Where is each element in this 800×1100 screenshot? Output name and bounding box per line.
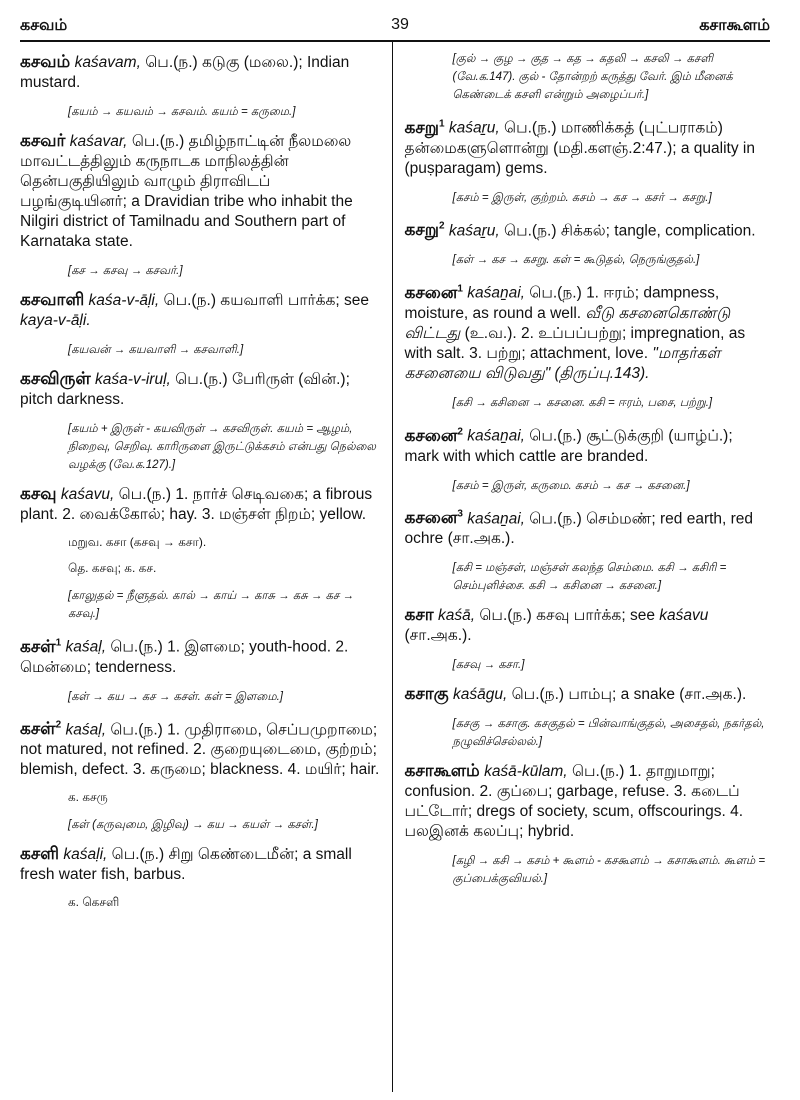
definition: பெ.(ந.) 1. நார்ச் செடிவகை; a fibrous plant. 2. வைக்கோல்; hay. 3. மஞ்சள் நிறம்; yellow.	[20, 486, 373, 523]
definition: பெ.(ந.) பாம்பு; a snake (சா.அக.).	[511, 686, 747, 704]
transliteration: kaśaṟu,	[448, 222, 500, 240]
transliteration: kaśaḷ,	[65, 721, 107, 739]
definition-continued: (உ.வ.). 2. உப்பப்பற்று; impregnation, as with salt. 3. பற்று; attachment, love.	[404, 324, 746, 362]
entry	[405, 217, 771, 270]
definition-continued: (சா.அக.).	[404, 627, 472, 645]
etymology: [கசகு → கசாகு. கசகுதல் = பின்வாங்குதல், அசைதல், நகர்தல், நழுவிச்செல்லல்.]	[452, 718, 765, 749]
entry	[20, 633, 380, 706]
transliteration: kaśavar,	[69, 133, 128, 150]
entry	[20, 716, 380, 835]
page-header	[20, 14, 770, 36]
transliteration: kaśaḷ,	[65, 638, 107, 656]
transliteration: kaśā,	[437, 607, 476, 625]
etymology: [கழி → கசி → கசம் + கூளம் - கசகூளம் → கசாகூளம். கூளம் = குப்பைக்குவியல்.]	[452, 855, 766, 886]
etymology: [கயம் → கயவம் → கசவம். கயம் = கருமை.]	[68, 106, 296, 118]
headword: கசவம்	[20, 52, 71, 71]
entry	[20, 290, 380, 359]
entry	[405, 279, 771, 412]
definition: பெ.(ந.) பேரிருள் (வின்.); pitch darkness.	[20, 371, 350, 408]
headword: கசவிருள்	[20, 369, 91, 388]
usage-example: வீடு கசனைகொண்டு விட்டது	[404, 304, 731, 342]
cognate-note: க. கெசளி	[68, 895, 120, 910]
entry	[20, 52, 380, 121]
headword: கசவாளி	[20, 290, 85, 309]
definition: பெ.(ந.) கடுகு (மலை.); Indian mustard.	[20, 54, 350, 91]
page-number: 39	[391, 16, 409, 33]
headword: கசள்$^1$	[20, 636, 62, 656]
definition: பெ.(ந.) சூட்டுக்குறி (யாழ்ப்.); mark with which cattle are branded.	[404, 427, 733, 465]
etymology: [கசி = மஞ்சள், மஞ்சள் கலந்த செம்மை. கசி → கசிரி = செம்புளிச்சை. கசி → கசினை → கசனை.]	[452, 562, 727, 593]
headword: கசள்$^2$	[20, 719, 62, 739]
left-column	[20, 42, 392, 1092]
transliteration: kaśaṟu,	[448, 119, 500, 137]
etymology: [கசவு → கசா.]	[452, 659, 525, 672]
entry	[20, 369, 380, 474]
transliteration: kaśa-v-āḷi,	[88, 292, 160, 309]
headword: கசாகு	[404, 684, 449, 704]
cross-reference: kaśavu	[659, 607, 709, 625]
homonym-number: 2	[457, 425, 463, 437]
definition: பெ.(ந.) 1. இளமை; youth-hood. 2. மென்மை; tenderness.	[20, 638, 349, 676]
transliteration: kaśāgu,	[453, 686, 508, 704]
transliteration: kaśaḷi,	[63, 846, 108, 864]
entry	[405, 114, 771, 207]
literary-quotation: "மாதர்கள் கசனையை விடுவது" (திருப்பு.143).	[404, 344, 721, 382]
homonym-number: 1	[457, 283, 463, 295]
definition: பெ.(ந.) சிறு கெண்டைமீன்; a small fresh water fish, barbus.	[20, 846, 352, 884]
definition: பெ.(ந.) மாணிக்கத் (புட்பராகம்) தன்மைகளுளொன்று (மதி.களஞ்.2:47.); a quality in (puṣparagam) gems.	[404, 119, 755, 177]
etymology: [கச → கசவு → கசவர்.]	[68, 265, 183, 277]
homonym-number: 2	[439, 220, 445, 232]
two-column-body	[20, 42, 770, 1092]
entry	[20, 131, 380, 280]
definition: பெ.(ந.) செம்மண்; red earth, red ochre (சா.அக.).	[404, 510, 754, 548]
definition: பெ.(ந.) 1. ஈரம்; dampness, moisture, as round a well.	[404, 284, 720, 322]
entry	[405, 605, 771, 674]
headword: கசா	[404, 605, 434, 625]
etymology: [காலுதல் = நீளுதல். கால் → காய் → காசு → கசு → கச → கசவு.]	[68, 590, 355, 620]
etymology: [கள் → கய → கச → கசள். கள் = இளமை.]	[68, 690, 283, 703]
entry	[20, 484, 380, 623]
definition: பெ.(ந.) 1. தாறுமாறு; confusion. 2. குப்பை; garbage, refuse. 3. கடைப் பட்டோர்; dregs of society, scum, offscourings. 4. பலஇனக் கலப்பு; hybrid.	[404, 763, 744, 841]
etymology: [கள் (கருவுமை, இழிவு) → கய → கயள் → கசள்.]	[68, 819, 318, 832]
entry	[405, 761, 771, 888]
headword: கசறு$^1$	[404, 117, 445, 137]
homonym-number: 2	[55, 719, 62, 731]
transliteration: kaśaṉai,	[467, 510, 525, 528]
etymology: [கள் → கச → கசறு. கள் = கூடுதல், நெருங்குதல்.]	[452, 254, 700, 267]
cognate-note: தெ. கசவு; க. கச.	[68, 561, 157, 575]
definition: பெ.(ந.) தமிழ்நாட்டின் நீலமலை மாவட்டத்திலும் கருநாடக மாநிலத்தின் தென்பகுதியிலும் வாழும் திராவிடப் பழங்குடியினர்; a Dravidian tribe who inhabit the Nilgiri district of Tamilnadu and Southern part of Karnataka state.	[20, 133, 353, 250]
headword: கசனை$^1$	[404, 282, 463, 302]
definition: பெ.(ந.) கயவாளி பார்க்க; see	[163, 292, 370, 309]
headword: கசளி	[20, 844, 60, 864]
homonym-number: 3	[457, 508, 463, 520]
headword: கசனை$^2$	[404, 425, 463, 445]
transliteration: kaśaṉai,	[467, 284, 525, 302]
etymology: [கசம் = இருள், குற்றம். கசம் → கச → கசர் → கசறு.]	[452, 191, 712, 204]
entry	[405, 422, 771, 495]
homonym-number: 1	[55, 637, 62, 648]
header-right-guideword: கசாகூளம்	[699, 17, 770, 34]
header-left-guideword: கசவம்	[20, 17, 68, 34]
etymology: [கசி → கசினை → கசனை. கசி = ஈரம், பசை, பற்று.]	[452, 396, 713, 409]
etymology: [கசம் = இருள், கருமை. கசம் → கச → கசனை.]	[452, 479, 690, 492]
entry	[20, 844, 380, 911]
cognate-note: க. கசரு	[68, 790, 108, 805]
etymology: [கயம் + இருள் - கயவிருள் → கசவிருள். கயம் = ஆழம், நிறைவு, செறிவு. காரிருளை இருட்டுக்கசம் என்பது நெல்லை வழக்கு (வே.க.127).]	[68, 423, 376, 471]
transliteration: kaśavu,	[60, 486, 115, 503]
cross-reference: kaya-v-āḷi.	[20, 312, 91, 329]
transliteration: kaśa-v-iruḷ,	[95, 371, 171, 388]
homonym-number: 1	[439, 118, 445, 129]
right-column	[393, 42, 771, 1092]
headword: கசனை$^3$	[404, 508, 463, 528]
headword: கசவர்	[20, 131, 66, 150]
headword: கசாகூளம்	[404, 761, 480, 781]
continued-etymology: [குல் → குழ → குத → கத → கதலி → கசலி → கசளி (வே.க.147). குல் - தோன்றற் கருத்து வேர். இம் மீனைக் கெண்டைக் கசளி என்றும் அழைப்பர்.]	[452, 53, 733, 101]
headword: கசறு$^2$	[404, 220, 445, 240]
etymology: [கயவன் → கயவாளி → கசவாளி.]	[68, 344, 244, 356]
definition: பெ.(ந.) சிக்கல்; tangle, complication.	[504, 222, 756, 240]
definition: பெ.(ந.) கசவு பார்க்க; see	[479, 607, 655, 625]
transliteration: kaśavam,	[74, 54, 141, 71]
transliteration: kaśā-kūlam,	[484, 763, 568, 781]
entry	[405, 505, 771, 596]
synonym-note: மறுவ. கசா (கசவு → கசா).	[68, 535, 207, 549]
transliteration: kaśaṉai,	[467, 427, 525, 445]
headword: கசவு	[20, 484, 57, 503]
definition: பெ.(ந.) 1. முதிராமை, செப்பமுறாமை; not matured, not refined. 2. குறையுடைமை, குற்றம்; blemish, defect. 3. கருமை; blackness. 4. மயிர்; hair.	[20, 721, 380, 779]
entry	[405, 684, 771, 751]
